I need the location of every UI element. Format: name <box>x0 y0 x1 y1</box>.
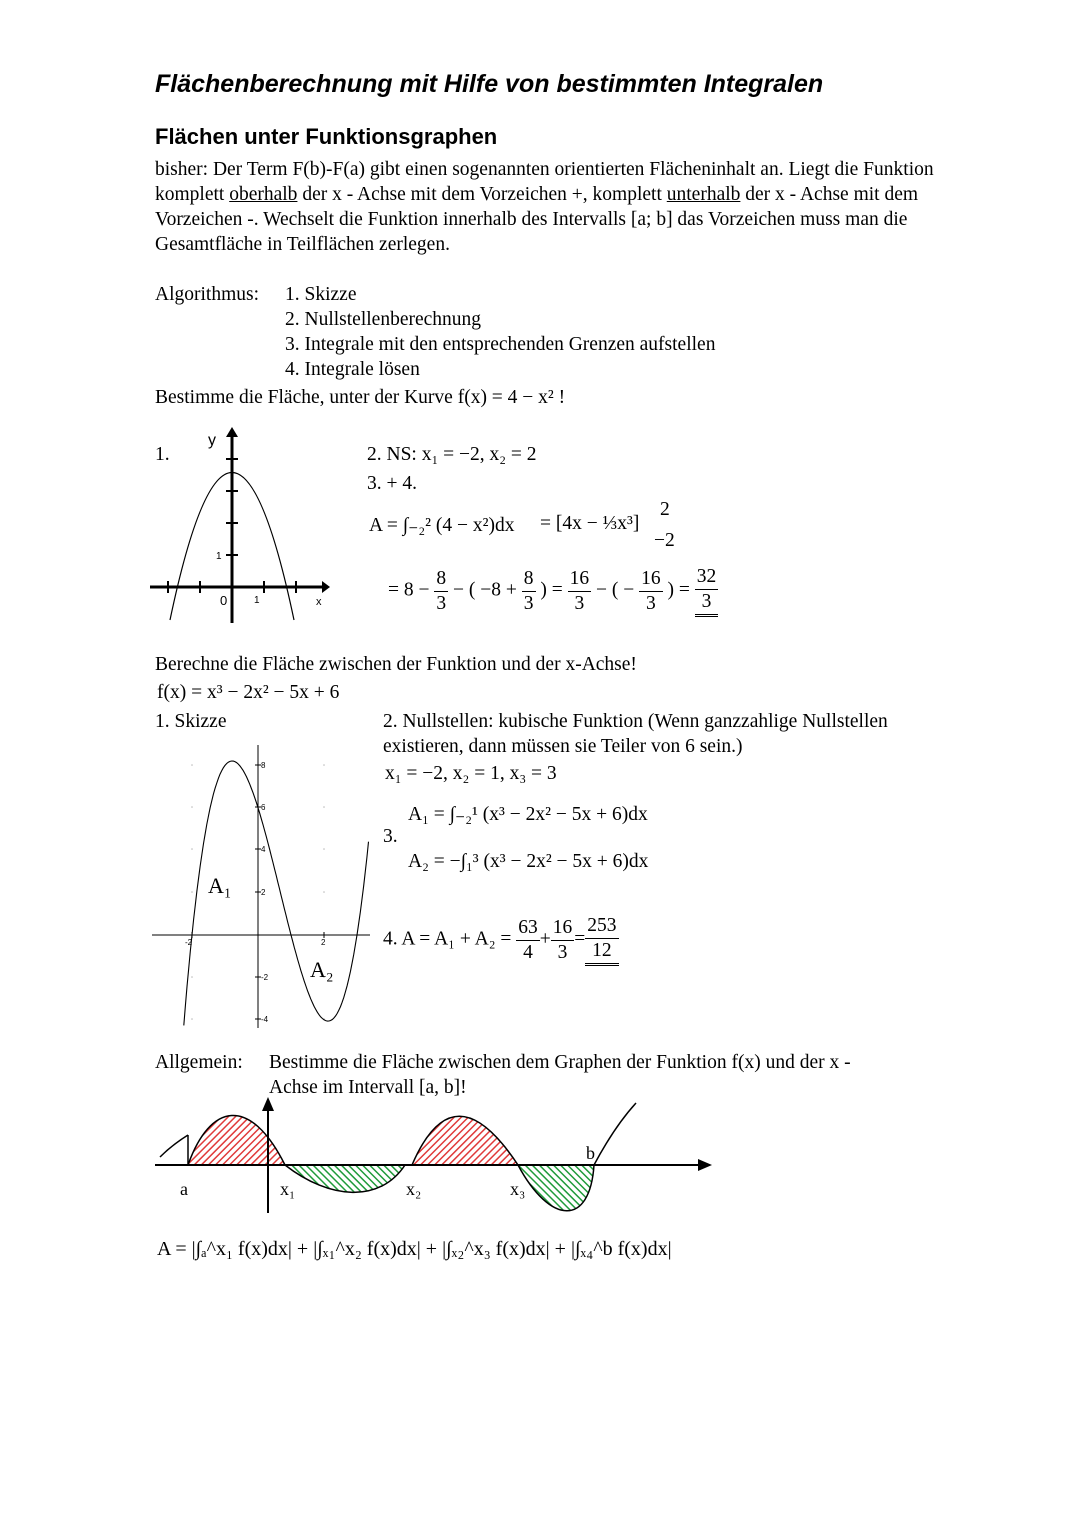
label-x1: x₁ <box>280 1179 296 1199</box>
page-title: Flächenberechnung mit Hilfe von bestimmten Integralen <box>155 70 824 98</box>
example2-step1: 1. Skizze <box>155 711 227 732</box>
example2-task: Berechne die Fläche zwischen der Funktion und der x-Achse! <box>155 654 637 675</box>
general-formula: A = |∫ₐ^x₁ f(x)dx| + |∫ₓ₁^x₂ f(x)dx| + |∫ₓ₂^x₃ f(x)dx| + |∫ₓ₄^b f(x)dx| <box>157 1238 672 1260</box>
example2-step3: 3. <box>383 826 398 847</box>
cubic-graph <box>152 745 372 1030</box>
label-a: a <box>180 1179 188 1199</box>
tick-2: 2 <box>261 888 266 897</box>
example2-step2-line1: 2. Nullstellen: kubische Funktion (Wenn ganzzahlige Nullstellen <box>383 711 888 732</box>
area-a1-label: A₁ <box>208 873 232 898</box>
algorithm-step-2: 2. Nullstellenberechnung <box>285 309 482 330</box>
algorithm-label: Algorithmus: <box>155 284 260 305</box>
tick-x-2: 2 <box>321 938 326 947</box>
example1-step34: 3. + 4. <box>367 473 417 494</box>
example1-upper-limit: 2 <box>660 499 670 520</box>
general-text-line2: Achse im Intervall [a, b]! <box>269 1077 467 1098</box>
general-area-graph <box>150 1095 715 1220</box>
section-title: Flächen unter Funktionsgraphen <box>155 124 498 149</box>
example1-task: Bestimme die Fläche, unter der Kurve f(x) = 4 − x² ! <box>155 387 566 408</box>
label-x3: x₃ <box>510 1179 526 1199</box>
example1-integral: A = ∫₋₂² (4 − x²)dx <box>369 515 515 536</box>
tick-4: 4 <box>261 845 266 854</box>
label-x2: x₂ <box>406 1179 422 1199</box>
tick-8: 8 <box>261 761 266 770</box>
area-a2-label: A₂ <box>310 957 334 982</box>
y-tick-label: 1 <box>216 551 222 562</box>
algorithm-step-1: 1. Skizze <box>285 284 357 305</box>
tick-x-m2: -2 <box>185 938 193 947</box>
example1-step1: 1. <box>155 444 170 465</box>
tick-m2: -2 <box>261 973 269 982</box>
algorithm-step-3: 3. Integrale mit den entsprechenden Grenzen aufstellen <box>285 334 716 355</box>
example1-lower-limit: −2 <box>654 530 675 551</box>
label-b: b <box>586 1143 595 1163</box>
y-axis-label: y <box>208 432 216 449</box>
intro-paragraph: bisher: Der Term F(b)-F(a) gibt einen sogenannten orientierten Flächeninhalt an. Liegt die Funktion komplett oberhalb der x - Achse mit dem Vorzeichen +, komplett unterhalb der x - Achse mit dem Vorzeichen -. Wechselt die Funktion innerhalb des Intervalls [a; b] das Vorzeichen muss man die Gesamtfläche in Teilflächen zerlegen. <box>155 159 934 255</box>
example2-step4: 4. A = A₁ + A₂ = $\frac{63}{4}$ + $\frac{16}{3}$ = $\frac{253}{12}$ <box>383 914 619 966</box>
x-axis-label: x <box>316 596 322 608</box>
example2-a1: A₁ = ∫₋₂¹ (x³ − 2x² − 5x + 6)dx <box>408 804 648 825</box>
origin-label: 0 <box>220 593 228 608</box>
tick-6: 6 <box>261 803 266 812</box>
example2-roots: x₁ = −2, x₂ = 1, x₃ = 3 <box>385 763 557 784</box>
example1-calculation: = 8 − $\frac{8}{3}$ − ( −8 + $\frac{8}{3}$ ) = $\frac{16}{3}$ − ( − $\frac{16}{3}$ ) = $\frac{32}{3}$ <box>388 565 718 617</box>
example1-step2: 2. NS: x₁ = −2, x₂ = 2 <box>367 444 537 465</box>
example2-a2: A₂ = −∫₁³ (x³ − 2x² − 5x + 6)dx <box>408 851 649 872</box>
parabola-graph <box>150 425 330 625</box>
general-label: Allgemein: <box>155 1052 243 1073</box>
tick-m4: -4 <box>261 1015 269 1024</box>
example2-step2-line2: existieren, dann müssen sie Teiler von 6 sein.) <box>383 736 743 757</box>
x-tick-label: 1 <box>254 595 260 606</box>
example1-antiderivative: = [4x − ⅓x³] <box>540 513 640 534</box>
general-text-line1: Bestimme die Fläche zwischen dem Graphen der Funktion f(x) und der x - <box>269 1052 851 1073</box>
example2-function: f(x) = x³ − 2x² − 5x + 6 <box>157 682 340 703</box>
algorithm-step-4: 4. Integrale lösen <box>285 359 420 380</box>
